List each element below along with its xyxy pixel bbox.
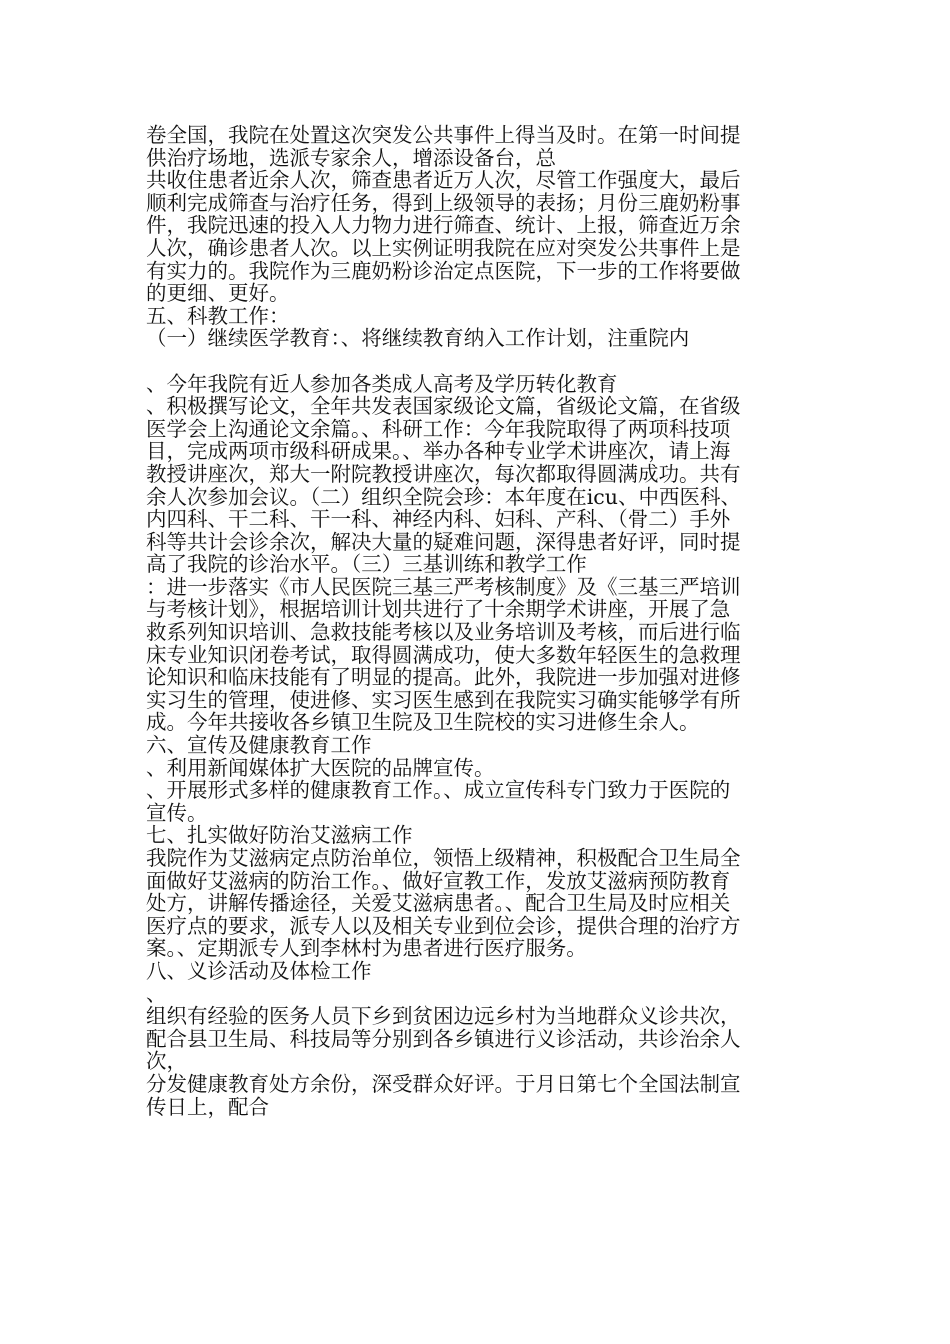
text-line: 配合县卫生局、科技局等分别到各乡镇进行义诊活动，共诊治余人	[146, 1026, 741, 1051]
section-heading: 六、宣传及健康教育工作	[146, 733, 372, 758]
subsection-heading: （一）继续医学教育：、将继续教育纳入工作计划，注重院内	[146, 326, 690, 351]
text-line: 的更细、更好。	[146, 281, 290, 306]
section-heading: 八、义诊活动及体检工作	[146, 958, 372, 983]
text-line: 教授讲座次，郑大一附院教授讲座次，每次都取得圆满成功。共有	[146, 461, 741, 486]
text-line: 次，	[146, 1049, 187, 1074]
text-line: 床专业知识闭卷考试，取得圆满成功，使大多数年轻医生的急救理	[146, 642, 741, 667]
text-line: 余人次参加会议。（二）组织全院会珍：本年度在icu、中西医科、	[146, 484, 741, 509]
text-line: 实习生的管理，使进修、实习医生感到在我院实习确实能够学有所	[146, 687, 741, 712]
text-line: 医学会上沟通论文余篇。、科研工作：今年我院取得了两项科技项	[146, 416, 731, 441]
document-body	[146, 124, 806, 1118]
text-line: 医疗点的要求，派专人以及相关专业到位会诊，提供合理的治疗方	[146, 913, 741, 938]
text-line: 我院作为艾滋病定点防治单位，领悟上级精神，积极配合卫生局全	[146, 846, 741, 870]
text-line: 件，我院迅速的投入人力物力进行筛查、统计、上报，筛查近万余	[146, 213, 741, 238]
text-line: 共收住患者近余人次，筛查患者近万人次，尽管工作强度大，最后	[146, 168, 741, 193]
text-line: 处方，讲解传播途径，关爱艾滋病患者。、配合卫生局及时应相关	[146, 891, 731, 916]
text-line: 分发健康教育处方余份，深受群众好评。于月日第七个全国法制宣	[146, 1071, 741, 1096]
text-line: 卷全国，我院在处置这次突发公共事件上得当及时。在第一时间提	[146, 123, 741, 147]
text-line: 成。今年共接收各乡镇卫生院及卫生院校的实习进修生余人。	[146, 710, 700, 735]
text-line: 、利用新闻媒体扩大医院的品牌宣传。	[146, 755, 495, 780]
text-line: 与考核计划》，根据培训计划共进行了十余期学术讲座，开展了急	[146, 597, 731, 622]
text-line: 救系列知识培训、急救技能考核以及业务培训及考核，而后进行临	[146, 620, 741, 645]
text-line: 案。、定期派专人到李林村为患者进行医疗服务。	[146, 936, 587, 961]
text-line: 、积极撰写论文，全年共发表国家级论文篇，省级论文篇，在省级	[146, 394, 741, 419]
text-line: 、今年我院有近人参加各类成人高考及学历转化教育	[146, 371, 618, 396]
text-line: 人次，确诊患者人次。以上实例证明我院在应对突发公共事件上是	[146, 235, 741, 260]
text-line: 目，完成两项市级科研成果。、举办各种专业学术讲座次，请上海	[146, 439, 731, 464]
text-line: 供治疗场地，选派专家余人，增添设备台，总	[146, 145, 556, 170]
text-line: 、	[146, 981, 167, 1006]
text-line: 面做好艾滋病的防治工作。、做好宣教工作，发放艾滋病预防教育	[146, 868, 731, 893]
blank-line	[146, 350, 806, 373]
text-line: 宣传。	[146, 800, 208, 825]
text-line: 内四科、干二科、干一科、神经内科、妇科、产科、（骨二）手外	[146, 507, 731, 532]
text-line: 高了我院的诊治水平。（三）三基训练和教学工作	[146, 552, 587, 577]
text-line: ：进一步落实《市人民医院三基三严考核制度》及《三基三严培训	[146, 574, 741, 599]
section-heading: 七、扎实做好防治艾滋病工作	[146, 823, 413, 848]
text-line: 有实力的。我院作为三鹿奶粉诊治定点医院，下一步的工作将要做	[146, 258, 741, 283]
text-line: 科等共计会诊余次，解决大量的疑难问题，深得患者好评，同时提	[146, 529, 741, 554]
text-line: 论知识和临床技能有了明显的提高。此外，我院进一步加强对进修	[146, 665, 741, 690]
text-line: 组织有经验的医务人员下乡到贫困边远乡村为当地群众义诊共次，	[146, 1004, 741, 1029]
text-line: 顺利完成筛查与治疗任务，得到上级领导的表扬；月份三鹿奶粉事	[146, 190, 741, 215]
section-heading: 五、科教工作：	[146, 303, 290, 328]
text-line: 、开展形式多样的健康教育工作。、成立宣传科专门致力于医院的	[146, 778, 731, 803]
text-line: 传日上，配合	[146, 1094, 269, 1119]
